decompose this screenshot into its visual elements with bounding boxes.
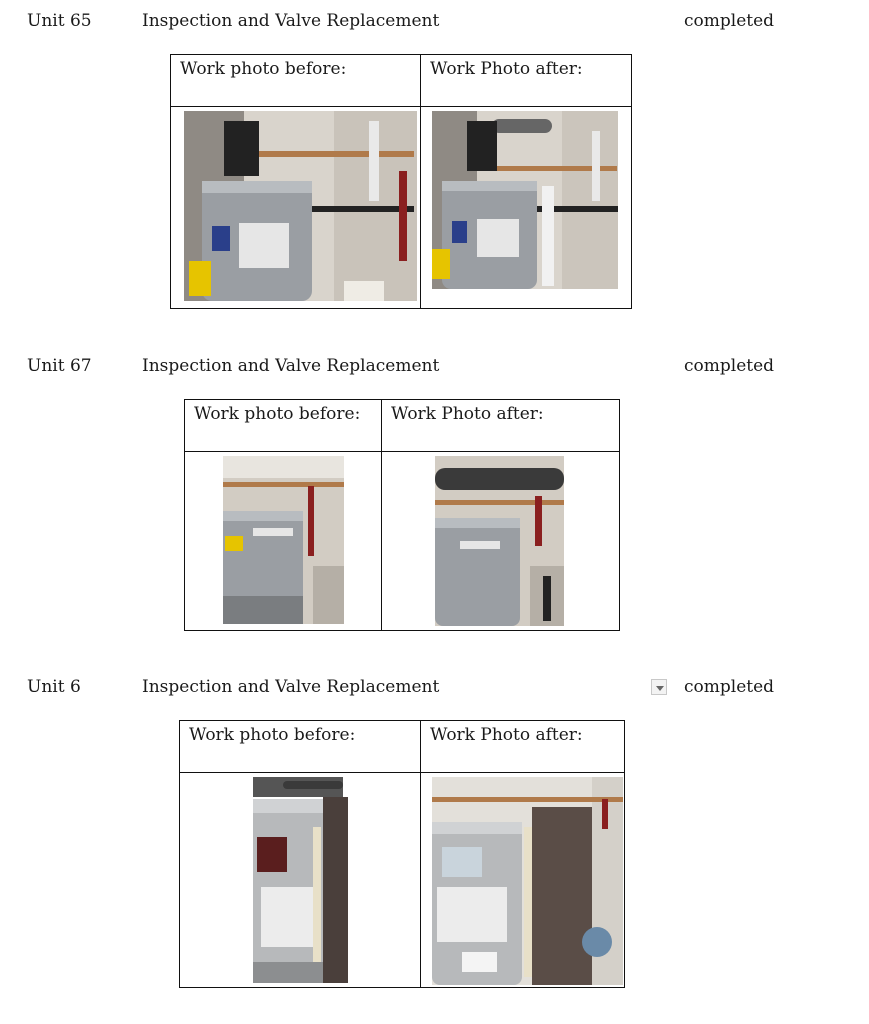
after-header: Work Photo after:: [421, 721, 625, 773]
before-photo-cell: [185, 452, 382, 631]
unit-label: Unit 65: [27, 11, 92, 31]
work-description: Inspection and Valve Replacement: [142, 356, 440, 376]
status-text: completed: [684, 677, 775, 697]
before-photo[interactable]: [223, 456, 344, 624]
after-photo-cell: [382, 452, 620, 631]
status-text: completed: [684, 11, 775, 31]
after-photo-cell: [421, 773, 625, 988]
before-photo-cell: [171, 107, 421, 309]
status-text: completed: [684, 356, 775, 376]
before-photo[interactable]: [253, 777, 348, 983]
before-header: Work photo before:: [171, 55, 421, 107]
after-photo[interactable]: [432, 111, 618, 289]
after-photo-cell: [421, 107, 632, 309]
after-header: Work Photo after:: [382, 400, 620, 452]
after-photo[interactable]: [435, 456, 564, 626]
unit-label: Unit 6: [27, 677, 81, 697]
before-header: Work photo before:: [185, 400, 382, 452]
photo-table: [170, 54, 632, 309]
unit-label: Unit 67: [27, 356, 92, 376]
photo-table: [184, 399, 620, 631]
chevron-down-icon[interactable]: [651, 679, 667, 695]
work-description: Inspection and Valve Replacement: [142, 11, 440, 31]
after-photo[interactable]: [432, 777, 623, 985]
work-description: Inspection and Valve Replacement: [142, 677, 440, 697]
before-photo[interactable]: [184, 111, 417, 301]
after-header: Work Photo after:: [421, 55, 632, 107]
before-photo-cell: [180, 773, 421, 988]
before-header: Work photo before:: [180, 721, 421, 773]
photo-table: [179, 720, 625, 988]
